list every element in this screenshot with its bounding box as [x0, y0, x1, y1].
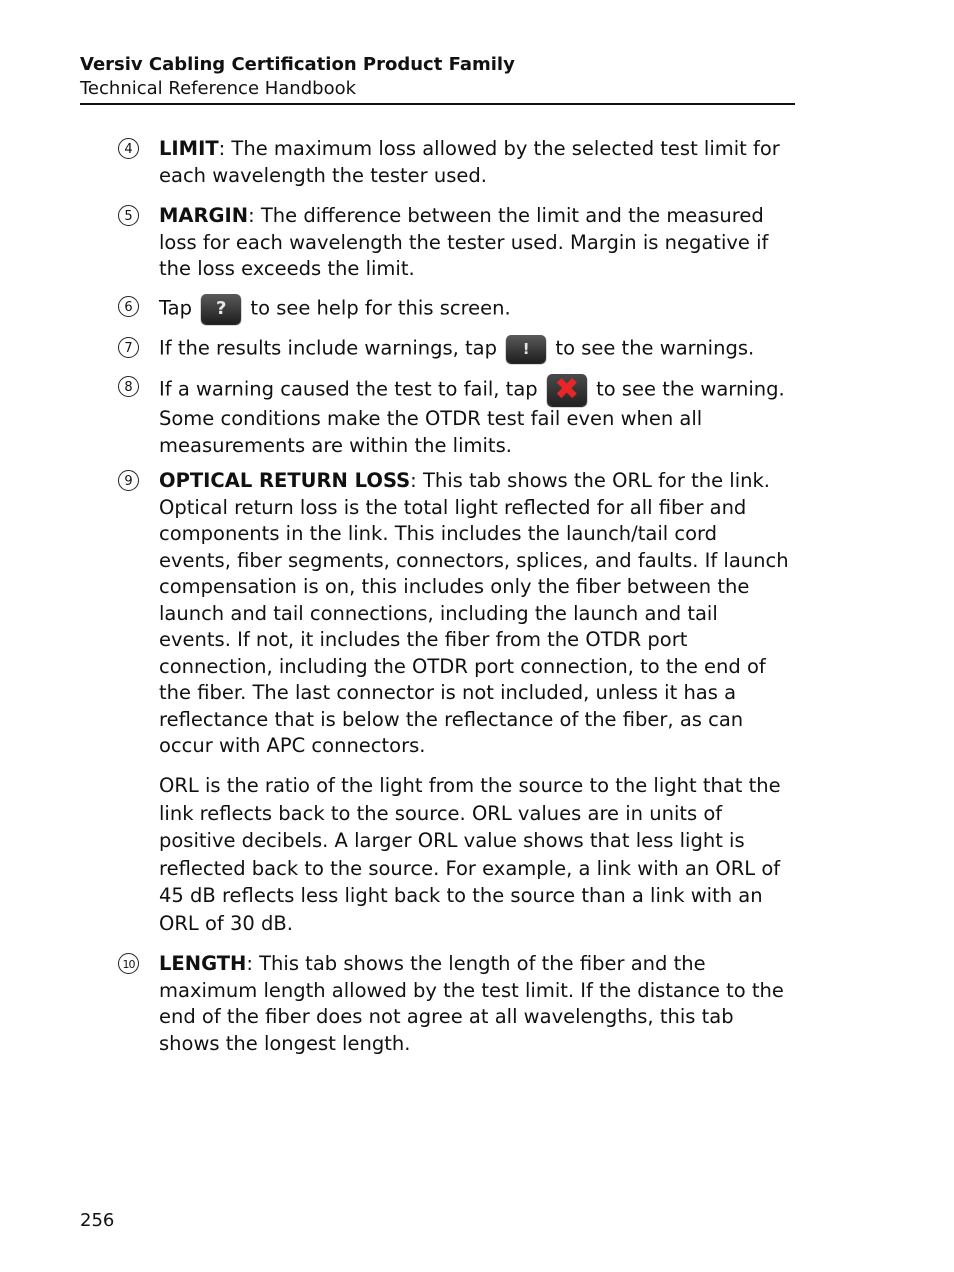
item-term: LENGTH — [159, 952, 247, 975]
item-term: MARGIN — [159, 204, 249, 227]
item-term: LIMIT — [159, 137, 219, 160]
item-description: : This tab shows the ORL for the link. Optical return loss is the total light reflected for all fiber and components in the link. This includes the launch/tail cord events, fiber segments, connectors, splices, and faults. If launch compensation is on, this includes only the fiber between the launch and tail connections, including the launch and tail events. If not, it includes the fiber from the OTDR port connection, including the OTDR port connection, to the end of the fiber. The last connector is not included, unless it has a reflectance that is below the reflectance of the fiber, as can occur with APC connectors. — [159, 469, 789, 757]
header-subtitle: Technical Reference Handbook — [80, 78, 357, 99]
header-rule — [80, 103, 795, 105]
callout-number: 9 — [118, 470, 139, 491]
fail-icon: ✖ — [547, 374, 587, 406]
callout-number: 5 — [118, 205, 139, 226]
item-text — [159, 468, 795, 760]
page-header — [80, 53, 795, 101]
page-number: 256 — [80, 1210, 115, 1231]
item-text-before: If a warning caused the test to fail, tap — [159, 377, 538, 401]
callout-number: 8 — [118, 376, 139, 397]
item-text-before: Tap — [159, 296, 193, 320]
item-text — [159, 203, 795, 283]
callout-number: 7 — [118, 337, 139, 358]
item-text — [159, 294, 795, 324]
item-text-after: to see the warnings. — [555, 336, 755, 360]
item-description: : The maximum loss allowed by the selected test limit for each wavelength the tester used. — [159, 137, 780, 187]
callout-number: 4 — [118, 138, 139, 159]
item-text — [159, 136, 795, 189]
item-text-after: to see the warning. Some conditions make the OTDR test fail even when all measurements are within the limits. — [159, 377, 785, 457]
header-title: Versiv Cabling Certification Product Family — [80, 54, 515, 75]
item-text — [159, 335, 795, 363]
item-text — [159, 374, 795, 459]
item-text-before: If the results include warnings, tap — [159, 336, 498, 360]
item-term: OPTICAL RETURN LOSS — [159, 469, 411, 492]
callout-number: 6 — [118, 296, 139, 317]
help-icon: ? — [201, 294, 241, 324]
item-text-after: to see help for this screen. — [250, 296, 511, 320]
item-text — [159, 951, 795, 1057]
callout-number: 10 — [118, 953, 139, 974]
warning-icon: ! — [506, 335, 546, 363]
item-description: : The difference between the limit and the measured loss for each wavelength the tester used. Margin is negative if the loss exceeds the limit. — [159, 204, 769, 280]
orl-explanation-paragraph: ORL is the ratio of the light from the source to the light that the link reflects back to the source. ORL values are in units of positive decibels. A larger ORL value shows that less light is reflected back to the source. For example, a link with an ORL of 45 dB reflects less light back to the source than a link with an ORL of 30 dB. — [159, 774, 781, 935]
item-description: : This tab shows the length of the fiber and the maximum length allowed by the test limit. If the distance to the end of the fiber does not agree at all wavelengths, this tab shows the longest length. — [159, 952, 784, 1055]
